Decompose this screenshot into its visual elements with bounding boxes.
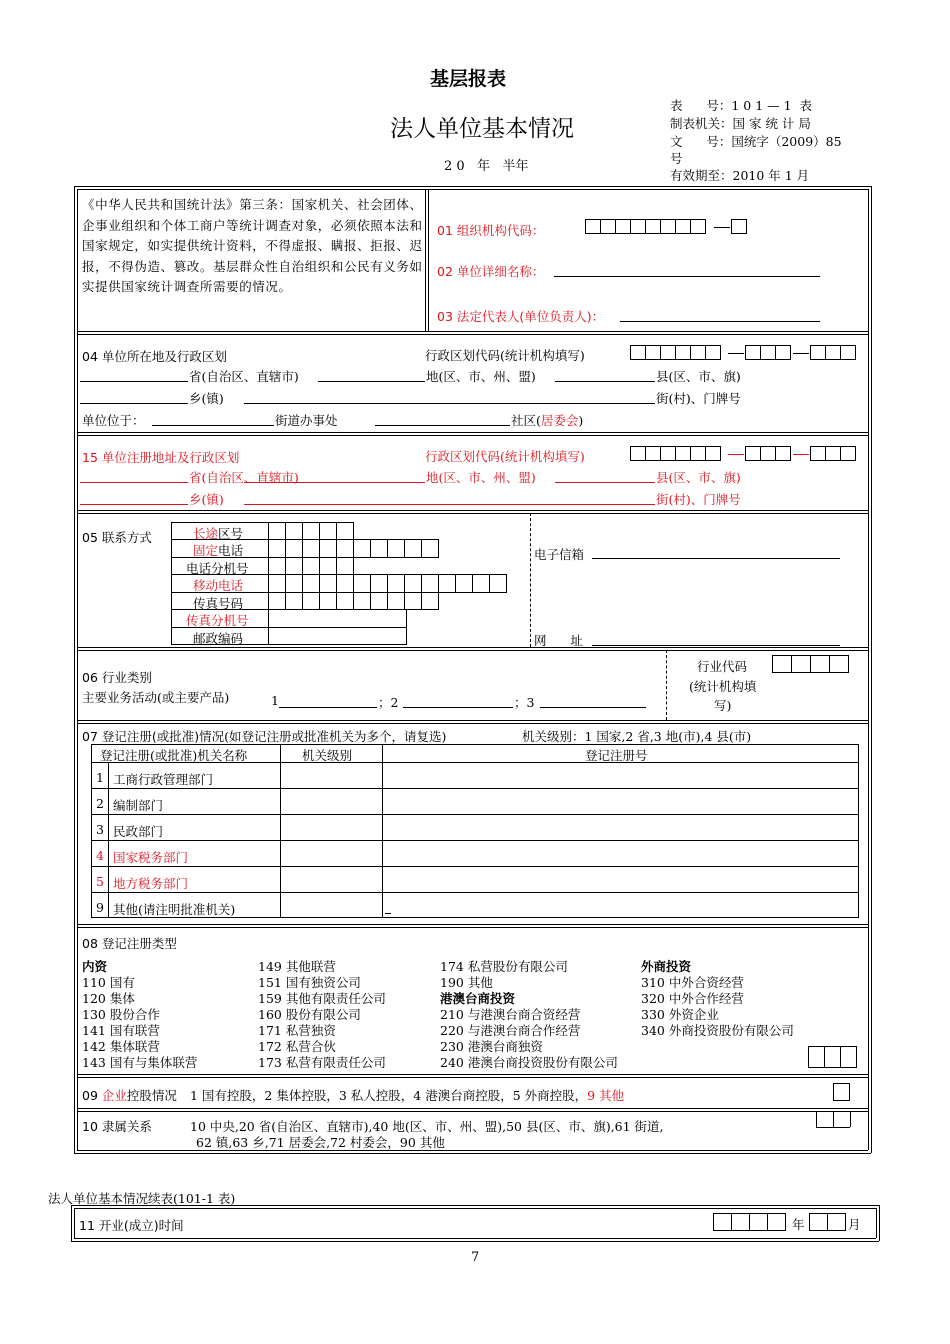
industry-code-boxes[interactable] — [772, 655, 849, 673]
reg-type-174: 174 私营股份有限公司 — [440, 959, 568, 974]
industry-code-label-1: 行业代码 — [697, 659, 748, 674]
fax-extension-boxes[interactable] — [268, 609, 407, 628]
s04-village-field[interactable] — [244, 403, 655, 404]
activity-3-field[interactable] — [540, 707, 646, 708]
reg-type-110: 110 国有 — [82, 975, 135, 990]
reg-type-190: 190 其他 — [440, 975, 493, 990]
activity-2-label: ；2 — [378, 695, 399, 710]
s04-county-label: 县(区、市、旗) — [656, 369, 741, 384]
section07-levels: 机关级别：1 国家,2 省,3 地(市),4 县(市) — [522, 729, 752, 744]
section04-code-boxes-3[interactable] — [810, 345, 856, 360]
contact-row-5 — [193, 594, 243, 612]
statistics-law-notice: 《中华人民共和国统计法》第三条：国家机关、社会团体、企事业组织和个体工商户等统计调查对象，必须依照本法和国家规定，如实提供统计资料，不得虚报、瞒报、拒报、迟报，不得伪造、篡改。基层群众性自治组织和公民有义务如实提供国家统计调查所需要的情况。 — [82, 197, 423, 295]
section07-title: 07 登记注册(或批准)情况 — [82, 729, 225, 744]
s04-county-field[interactable] — [555, 381, 655, 382]
reg-type-142: 142 集体联营 — [82, 1039, 160, 1054]
reg-type-domestic-heading: 内资 — [82, 959, 108, 974]
section09-title — [82, 1086, 177, 1104]
opening-month-label: 月 — [848, 1217, 861, 1232]
reg-row-4-name: 国家税务部门 — [113, 850, 189, 865]
reg-row-9-no: 9 — [96, 900, 104, 915]
fax-boxes[interactable] — [268, 592, 439, 610]
s15-prefecture-label: 地(区、市、州、盟) — [426, 470, 536, 485]
section07-note: (如登记注册或批准机关为多个，请复选) — [224, 729, 447, 744]
reg-row-3-name: 民政部门 — [113, 824, 164, 839]
holding-option-other: 9 其他 — [587, 1088, 625, 1103]
section08-title: 08 登记注册类型 — [82, 936, 177, 951]
section06-title: 06 行业类别 — [82, 670, 152, 685]
s04-community-b: 居委会 — [540, 413, 579, 428]
contact-row-6-a: 传真分机号 — [186, 613, 249, 628]
activity-1-label: 1 — [271, 693, 279, 708]
org-code-check-box[interactable] — [731, 219, 747, 234]
phone-boxes[interactable] — [268, 539, 439, 558]
s04-village-label: 街(村)、门牌号 — [656, 391, 741, 406]
reg-row-2-name: 编制部门 — [113, 798, 164, 813]
reg-type-151: 151 国有独资公司 — [258, 975, 361, 990]
s15-province-label: 省(自治区、直辖市) — [189, 470, 299, 485]
affiliation-options-line2: 62 镇,63 乡,71 居委会,72 村委会，90 其他 — [196, 1135, 445, 1150]
holding-code-box[interactable] — [833, 1083, 850, 1101]
affiliation-options-line1: 10 中央,20 省(自治区、直辖市),40 地(区、市、州、盟),50 县(区、市、旗),61 街道, — [190, 1119, 664, 1134]
org-code-label: 01 组织机构代码： — [437, 223, 545, 238]
reg-row-9-name: 其他(请注明批准机关) — [113, 902, 236, 917]
reg-row-1-name: 工商行政管理部门 — [113, 772, 214, 787]
reg-type-foreign-heading: 外商投资 — [641, 959, 692, 974]
contact-row-1-b: 区号 — [218, 526, 244, 541]
reg-col-header-number: 登记注册号 — [585, 748, 648, 763]
section15-code-boxes-3[interactable] — [810, 446, 856, 461]
contact-row-4 — [193, 576, 243, 594]
activity-2-field[interactable] — [403, 707, 513, 708]
industry-code-label-3: 写) — [714, 698, 732, 713]
contact-row-7-b: 邮政编码 — [193, 631, 244, 646]
legal-rep-label — [437, 307, 604, 325]
email-field[interactable] — [592, 558, 840, 559]
s04-community-label — [511, 411, 583, 429]
legal-rep-label-text: 03 法定代表人(单位负责人)： — [437, 309, 605, 324]
contact-row-5-b: 传真号码 — [193, 596, 244, 611]
contact-row-6 — [186, 611, 249, 629]
contact-row-3 — [186, 559, 249, 577]
section09-t2: 企业 — [101, 1088, 127, 1103]
section04-code-boxes-1[interactable] — [630, 345, 721, 360]
s04-province-field[interactable] — [80, 381, 188, 382]
mobile-boxes[interactable] — [268, 574, 507, 593]
reg-type-173: 173 私营有限责任公司 — [258, 1055, 386, 1070]
reg-type-310: 310 中外合资经营 — [641, 975, 744, 990]
s04-located-at-label: 单位位于： — [82, 413, 145, 428]
s15-county-label: 县(区、市、旗) — [656, 470, 741, 485]
reg-row-4-no: 4 — [96, 848, 104, 863]
document-number-cont: 号 — [670, 151, 683, 166]
area-code-boxes[interactable] — [268, 522, 354, 540]
opening-year-boxes[interactable] — [713, 1213, 786, 1231]
s04-street-field[interactable] — [152, 425, 274, 426]
section15-code-boxes-1[interactable] — [630, 446, 721, 461]
reg-type-210: 210 与港澳台商合资经营 — [440, 1007, 581, 1022]
reg-type-172: 172 私营合伙 — [258, 1039, 336, 1054]
reg-type-240: 240 港澳台商投资股份有限公司 — [440, 1055, 618, 1070]
section07-header — [82, 727, 446, 745]
opening-month-boxes[interactable] — [809, 1213, 846, 1231]
s15-county-field[interactable] — [555, 482, 655, 483]
reg-type-171: 171 私营独资 — [258, 1023, 336, 1038]
section04-title: 04 单位所在地及行政区划 — [82, 349, 227, 364]
postal-code-boxes[interactable] — [268, 627, 407, 645]
s04-street-office-label: 街道办事处 — [275, 413, 338, 428]
section04-code-boxes-2[interactable] — [745, 345, 791, 360]
reg-type-330: 330 外资企业 — [641, 1007, 719, 1022]
s04-township-label: 乡(镇) — [189, 391, 224, 406]
reg-type-130: 130 股份合作 — [82, 1007, 160, 1022]
s15-prefecture-field[interactable] — [244, 482, 425, 483]
s04-prefecture-field[interactable] — [318, 381, 425, 382]
reg-type-320: 320 中外合作经营 — [641, 991, 744, 1006]
reg-type-143: 143 国有与集体联营 — [82, 1055, 198, 1070]
reg-col-header-name: 登记注册(或批准)机关名称 — [100, 748, 248, 763]
s04-community-c: ) — [578, 413, 584, 428]
reg-type-160: 160 股份有限公司 — [258, 1007, 361, 1022]
s04-prefecture-label: 地(区、市、州、盟) — [426, 369, 536, 384]
s04-community-field[interactable] — [375, 425, 510, 426]
s15-village-label: 街(村)、门牌号 — [656, 492, 741, 507]
reg-row-5-name: 地方税务部门 — [113, 876, 189, 891]
reg-row-5-no: 5 — [96, 874, 104, 889]
reg-type-340: 340 外商投资股份有限公司 — [641, 1023, 794, 1038]
section15-title: 15 单位注册地址及行政区划 — [82, 450, 240, 465]
continuation-caption: 法人单位基本情况续表(101-1 表) — [48, 1191, 236, 1206]
main-activity-label: 主要业务活动(或主要产品) — [82, 690, 230, 705]
issuing-agency: 制表机关：国 家 统 计 局 — [670, 116, 811, 131]
holding-options — [190, 1086, 624, 1104]
page-number: 7 — [471, 1250, 480, 1265]
contact-row-2-a: 固定 — [193, 543, 219, 558]
org-code-boxes[interactable] — [585, 219, 706, 234]
reg-type-220: 220 与港澳台商合作经营 — [440, 1023, 581, 1038]
section04-code-label: 行政区划代码(统计机构填写) — [425, 348, 585, 363]
reg-type-141: 141 国有联营 — [82, 1023, 160, 1038]
s15-province-field[interactable] — [80, 482, 188, 483]
reg-type-149: 149 其他联营 — [258, 959, 336, 974]
report-period: 2 0 年 半年 — [444, 159, 529, 174]
email-label: 电子信箱 — [534, 547, 585, 562]
s04-province-label: 省(自治区、直辖市) — [189, 369, 299, 384]
unit-name-label: 02 单位详细名称： — [437, 264, 545, 279]
section09-t3: 控股情况 — [126, 1088, 177, 1103]
activity-3-label: ；3 — [514, 695, 535, 710]
section15-code-boxes-2[interactable] — [745, 446, 791, 461]
opening-year-label: 年 — [792, 1217, 805, 1232]
s15-village-field[interactable] — [244, 504, 655, 505]
contact-row-2-b: 电话 — [218, 543, 244, 558]
s15-township-label: 乡(镇) — [189, 492, 224, 507]
reg-type-120: 120 集体 — [82, 991, 135, 1006]
legal-rep-field[interactable] — [620, 321, 820, 322]
section15-code-label: 行政区划代码(统计机构填写) — [425, 449, 585, 464]
contact-row-3-b: 电话分机号 — [186, 561, 249, 576]
contact-row-4-a: 移动电话 — [193, 578, 244, 593]
website-label: 网 址 — [534, 633, 583, 648]
reg-type-159: 159 其他有限责任公司 — [258, 991, 386, 1006]
form-title: 法人单位基本情况 — [390, 116, 574, 142]
extension-boxes[interactable] — [268, 557, 354, 575]
contact-row-1 — [193, 524, 243, 542]
reg-row-1-no: 1 — [96, 770, 104, 785]
report-type-title: 基层报表 — [430, 68, 507, 90]
reg-col-header-level: 机关级别 — [302, 748, 353, 763]
section10-title: 10 隶属关系 — [82, 1119, 152, 1134]
s04-community-a: 社区( — [511, 413, 541, 428]
reg-row-2-no: 2 — [96, 796, 104, 811]
form-number: 表 号：1 0 1 — 1 表 — [670, 98, 812, 113]
s15-township-field[interactable] — [80, 504, 188, 505]
contact-row-7 — [193, 629, 243, 647]
website-field[interactable] — [592, 645, 840, 646]
section05-title: 05 联系方式 — [82, 530, 152, 545]
contact-row-1-a: 长途 — [193, 526, 219, 541]
valid-until: 有效期至：2010 年 1 月 — [670, 168, 810, 183]
holding-options-text: 1 国有控股，2 集体控股，3 私人控股，4 港澳台商控股，5 外商控股， — [190, 1088, 588, 1103]
s04-township-field[interactable] — [80, 403, 188, 404]
activity-1-field[interactable] — [279, 707, 377, 708]
section09-t1: 09 — [82, 1088, 102, 1103]
contact-row-2 — [193, 541, 243, 559]
reg-type-230: 230 港澳台商独资 — [440, 1039, 543, 1054]
unit-name-field[interactable] — [554, 276, 820, 277]
reg-type-hmt-heading: 港澳台商投资 — [440, 991, 516, 1006]
reg-row-3-no: 3 — [96, 822, 104, 837]
document-number: 文 号：国统字（2009）85 — [670, 134, 842, 149]
opening-date-label: 11 开业(成立)时间 — [79, 1218, 184, 1233]
reg-type-code-boxes[interactable] — [808, 1046, 857, 1068]
industry-code-label-2: (统计机构填 — [689, 679, 757, 694]
